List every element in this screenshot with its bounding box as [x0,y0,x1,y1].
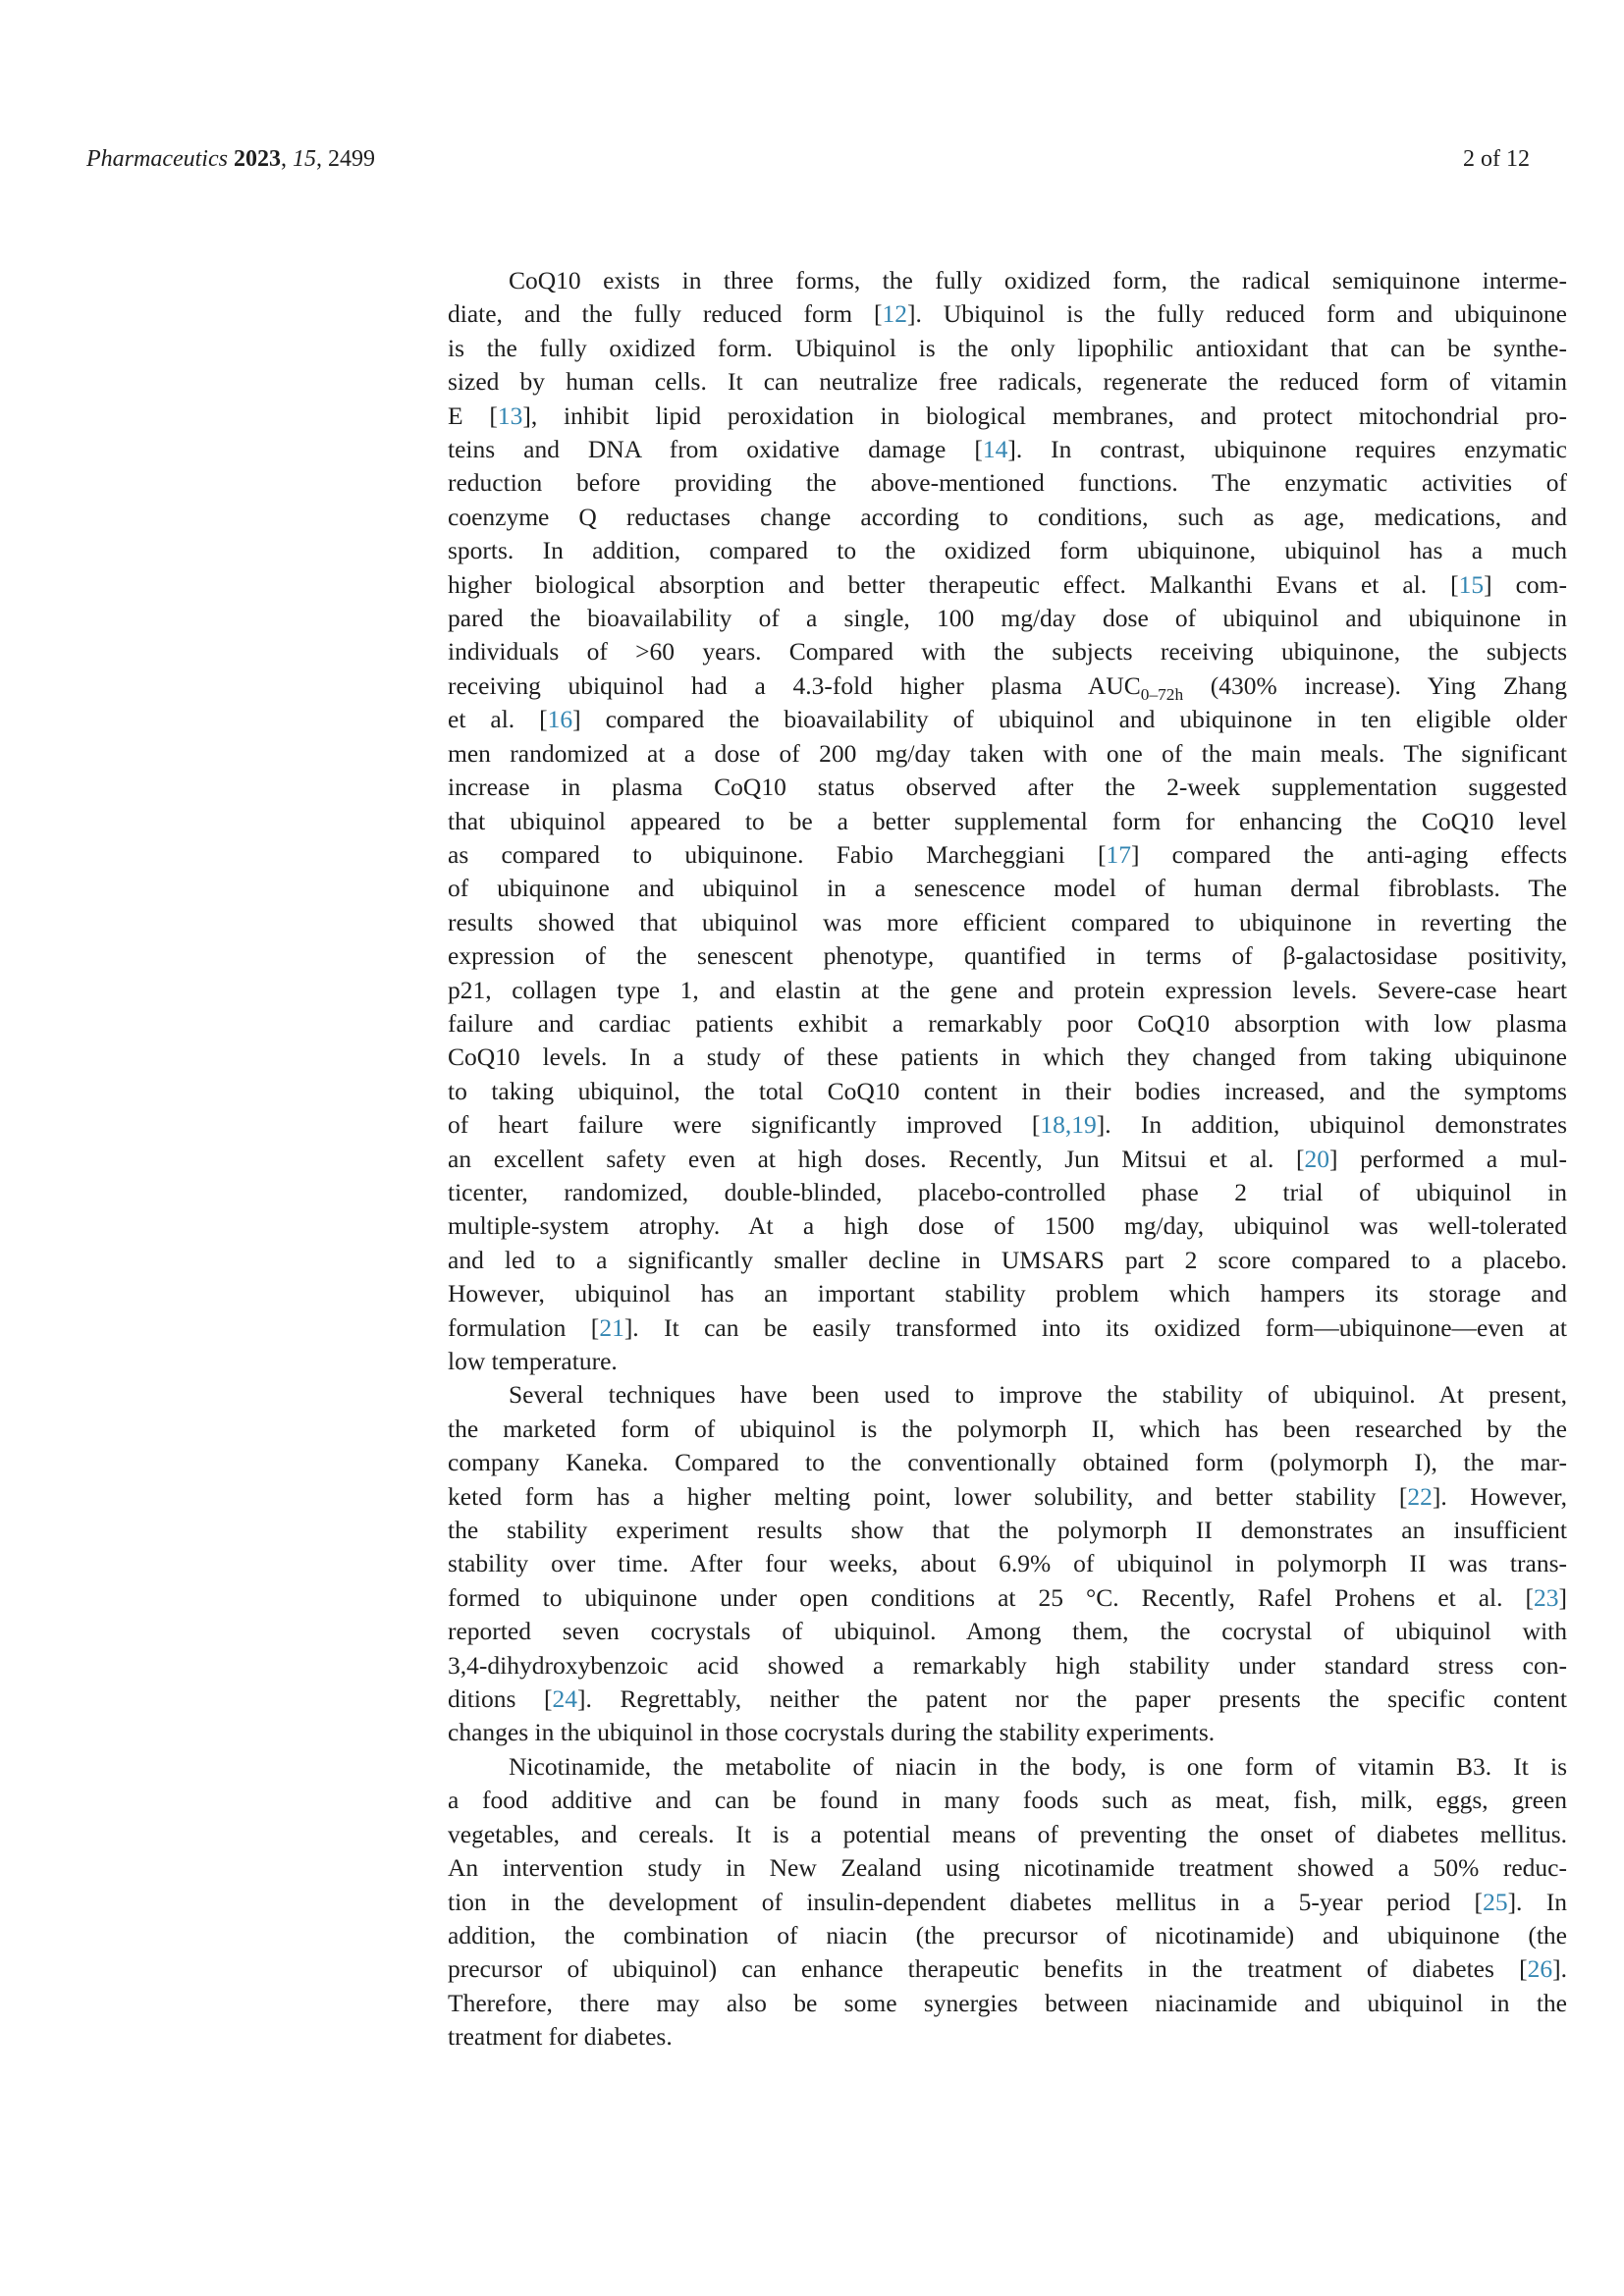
journal-citation-part: 15 [292,146,316,172]
citation-link[interactable]: 17 [1106,839,1131,869]
text-line: precursor of ubiquinol) can enhance therapeutic benefits in the treatment of diabetes [26]. [448,1954,1567,1984]
text-line: formulation [21]. It can be easily transformed into its oxidized form—ubiquinone—even at [448,1312,1567,1342]
text-line: Therefore, there may also be some synergies between niacinamide and ubiquinol in the [448,1988,1567,2017]
paragraph [448,264,1567,1378]
text-line: company Kaneka. Compared to the conventionally obtained form (polymorph I), the mar- [448,1448,1567,1477]
text-line: the stability experiment results show that the polymorph II demonstrates an insufficient [448,1516,1567,1545]
text-line: low temperature. [448,1347,618,1375]
text-line: ditions [24]. Regrettably, neither the patent nor the paper presents the specific content [448,1684,1567,1714]
text-line: tion in the development of insulin-dependent diabetes mellitus in a 5-year period [25]. In [448,1887,1568,1916]
text-line: of heart failure were significantly improved [18,19]. In addition, ubiquinol demonstrates [448,1110,1568,1140]
text-line: to taking ubiquinol, the total CoQ10 content in their bodies increased, and the symptoms [448,1076,1567,1105]
citation-link[interactable]: 13 [497,400,523,430]
citation-link[interactable]: 21 [599,1312,624,1342]
citation-link[interactable]: 25 [1483,1887,1508,1916]
page-number: 2 of 12 [1463,146,1530,172]
text-line: CoQ10 exists in three forms, the fully oxidized form, the radical semiquinone interme- [509,266,1567,294]
text-line: Several techniques have been used to improve the stability of ubiquinol. At present, [509,1380,1567,1410]
journal-citation [86,145,375,173]
citation-link[interactable]: 12 [882,299,907,329]
running-head [86,145,1530,173]
text-line: However, ubiquinol has an important stability problem which hampers its storage and [448,1279,1567,1308]
citation-link[interactable]: 26 [1527,1954,1553,1984]
text-line: p21, collagen type 1, and elastin at the gene and protein expression levels. Severe-case heart [448,975,1567,1004]
text-line: treatment for diabetes. [448,2022,673,2052]
text-line: pared the bioavailability of a single, 100 mg/day dose of ubiquinol and ubiquinone in [448,604,1567,633]
journal-citation-part: Pharmaceutics [86,146,234,172]
text-line: receiving ubiquinol had a 4.3-fold higher plasma $AUC_{0-72h}$ (430% increase). Ying Zhang [448,670,1567,704]
text-line: An intervention study in New Zealand using nicotinamide treatment showed a 50% reduc- [448,1853,1567,1883]
text-line: increase in plasma CoQ10 status observed after the 2-week supplementation suggested [448,773,1567,802]
text-line: ticenter, randomized, double-blinded, placebo-controlled phase 2 trial of ubiquinol in [448,1177,1567,1206]
text-line: individuals of >60 years. Compared with the subjects receiving ubiquinone, the subjects [448,637,1567,667]
citation-link[interactable]: 18,19 [1040,1110,1097,1140]
text-line: as compared to ubiquinone. Fabio Marcheggiani [17] compared the anti-aging effects [448,839,1567,869]
citation-link[interactable]: 24 [552,1684,577,1714]
text-line: sized by human cells. It can neutralize free radicals, regenerate the reduced form of vitamin [448,367,1567,397]
text-line: expression of the senescent phenotype, quantified in terms of β-galactosidase positivity, [448,941,1567,971]
text-line: higher biological absorption and better therapeutic effect. Malkanthi Evans et al. [15] com- [448,569,1567,599]
text-line: multiple-system atrophy. At a high dose of 1500 mg/day, ubiquinol was well-tolerated [448,1211,1567,1241]
text-line: teins and DNA from oxidative damage [14]. In contrast, ubiquinone requires enzymatic [448,435,1567,464]
text-line: keted form has a higher melting point, lower solubility, and better stability [22]. However, [448,1481,1568,1511]
text-line: results showed that ubiquinol was more efficient compared to ubiquinone in reverting the [448,907,1567,936]
text-line: is the fully oxidized form. Ubiquinol is the only lipophilic antioxidant that can be synthe- [448,333,1567,362]
text-line: E [13], inhibit lipid peroxidation in biological membranes, and protect mitochondrial pro- [448,400,1567,430]
text-line: formed to ubiquinone under open conditions at 25 °C. Recently, Rafel Prohens et al. [23] [448,1582,1567,1612]
text-line: diate, and the fully reduced form [12]. Ubiquinol is the fully reduced form and ubiquinone [448,299,1567,329]
text-line: and led to a significantly smaller decline in UMSARS part 2 score compared to a placebo. [448,1245,1567,1274]
citation-link[interactable]: 15 [1458,569,1485,599]
text-line: 3,4-dihydroxybenzoic acid showed a remarkably high stability under standard stress con- [448,1650,1567,1680]
text-line: coenzyme Q reductases change according to conditions, such as age, medications, and [448,502,1567,531]
citation-link[interactable]: 14 [982,435,1008,464]
text-line: a food additive and can be found in many foods such as meat, fish, milk, eggs, green [448,1786,1567,1815]
text-line: reported seven cocrystals of ubiquinol. Among them, the cocrystal of ubiquinol with [448,1617,1567,1646]
paragraph [448,1378,1567,1749]
text-line: Nicotinamide, the metabolite of niacin in the body, is one form of vitamin B3. It is [509,1751,1567,1781]
text-line: men randomized at a dose of 200 mg/day taken with one of the main meals. The significant [448,738,1567,768]
subscript-text: 0–72h [1140,684,1184,704]
journal-citation-part: , 2499 [315,146,375,172]
citation-link[interactable]: 20 [1304,1144,1329,1173]
text-line: addition, the combination of niacin (the precursor of nicotinamide) and ubiquinone (the [448,1920,1567,1949]
text-line: the marketed form of ubiquinol is the polymorph II, which has been researched by the [448,1414,1567,1443]
citation-link[interactable]: 23 [1534,1582,1559,1612]
article-text [448,264,1567,2055]
text-line: stability over time. After four weeks, about 6.9% of ubiquinol in polymorph II was trans- [448,1549,1567,1578]
text-line: sports. In addition, compared to the oxidized form ubiquinone, ubiquinol has a much [448,536,1567,565]
text-line: CoQ10 levels. In a study of these patients in which they changed from taking ubiquinone [448,1042,1567,1072]
text-line: changes in the ubiquinol in those cocrystals during the stability experiments. [448,1718,1216,1747]
citation-link[interactable]: 16 [547,705,573,734]
text-line: reduction before providing the above-mentioned functions. The enzymatic activities of [448,468,1567,498]
text-line: vegetables, and cereals. It is a potential means of preventing the onset of diabetes mellitus. [448,1819,1567,1848]
text-line: of ubiquinone and ubiquinol in a senescence model of human dermal fibroblasts. The [448,874,1567,903]
text-line: that ubiquinol appeared to be a better supplemental form for enhancing the CoQ10 level [448,806,1567,835]
citation-link[interactable]: 22 [1407,1481,1433,1511]
text-line: et al. [16] compared the bioavailability of ubiquinol and ubiquinone in ten eligible older [448,705,1567,734]
journal-citation-part: 2023 [233,146,281,172]
text-line: an excellent safety even at high doses. Recently, Jun Mitsui et al. [20] performed a mul- [448,1144,1567,1173]
paragraph [448,1750,1567,2055]
journal-citation-part: , [280,146,293,172]
text-line: failure and cardiac patients exhibit a remarkably poor CoQ10 absorption with low plasma [448,1008,1567,1038]
